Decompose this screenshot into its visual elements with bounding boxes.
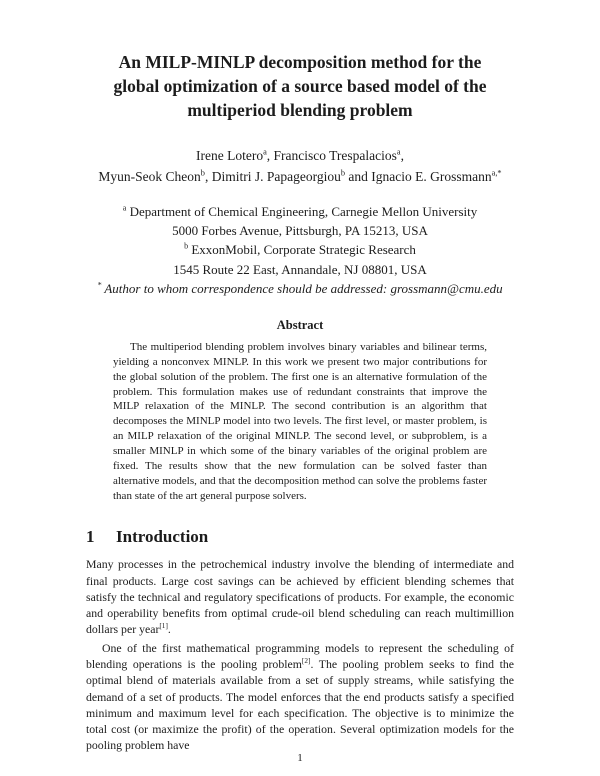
page-number: 1	[297, 752, 303, 764]
affiliation-company: $^b$ ExxonMobil, Corporate Strategic Research	[184, 242, 416, 258]
paper-title-line: multiperiod blending problem	[187, 100, 413, 121]
abstract-text: The multiperiod blending problem involves binary variables and bilinear terms, yielding a nonconvex MINLP. In this work we present two major contributions for the global solution of the problem. The first one is an alternative formulation of the problem. This formulation makes use of redundant constraints that improve the MILP relaxation of the MINLP. The second contribution is an algorithm that decomposes the MINLP model into two levels. The first level, or master problem, is an MILP relaxation of the original MINLP. The second level, or subproblem, is a smaller MINLP in which some of the binary variables of the original problem are fixed. The results show that the new formulation can be solved faster than alternative models, and that the decomposition method can solve the problems faster than state of the art general purpose solvers.	[113, 341, 487, 502]
correspondence-note: * Author to whom correspondence should be addressed: grossmann@cmu.edu	[97, 280, 503, 296]
author-line-1: Irene Lotero$^a$, Francisco Trespalacios$^a$,	[195, 147, 404, 164]
abstract-section	[86, 318, 514, 503]
section-heading-introduction	[86, 527, 514, 547]
author-list	[86, 146, 514, 187]
author-line-2: Myun-Seok Cheon$^b$, Dimitri J. Papageorgiou$^b$ and Ignacio E. Grossmann$^{a,*}$	[98, 168, 502, 184]
paper-title-line: global optimization of a source based model of the	[113, 76, 487, 97]
intro-paragraph-2: One of the first mathematical programming models to represent the scheduling of blending operations is the pooling problem[2]. The pooling problem seeks to find the optimal blend of materials available from a set of supply streams, while satisfying the demand of a set of products. The model enforces that the end products satisfy a specified minimum and maximum level for each specification. The objective is to minimize the total cost (or maximize the profit) of the operation. Several optimization models for the pooling problem have	[86, 640, 515, 753]
abstract-heading: Abstract	[276, 318, 324, 333]
section-title: Introduction	[116, 527, 209, 547]
paper-title-line: An MILP-MINLP decomposition method for the	[118, 52, 482, 72]
affiliation-department: $^a$ Department of Chemical Engineering, Carnegie Mellon University	[122, 203, 478, 219]
paper-title	[86, 50, 514, 122]
affiliation-department-address: 5000 Forbes Avenue, Pittsburgh, PA 15213, USA	[172, 223, 428, 239]
intro-paragraph-1: Many processes in the petrochemical industry involve the blending of intermediate and final products. Large cost savings can be achieved by efficient blending schemes that satisfy the technical and regulatory specifications of products. For example, the economic and operability benefits from optimal crude-oil blend scheduling can reach multimillion dollars per year[1].	[86, 557, 514, 637]
affiliation-company-address: 1545 Route 22 East, Annandale, NJ 08801, USA	[173, 261, 427, 277]
affiliations	[86, 202, 514, 298]
section-number: 1	[86, 527, 95, 547]
